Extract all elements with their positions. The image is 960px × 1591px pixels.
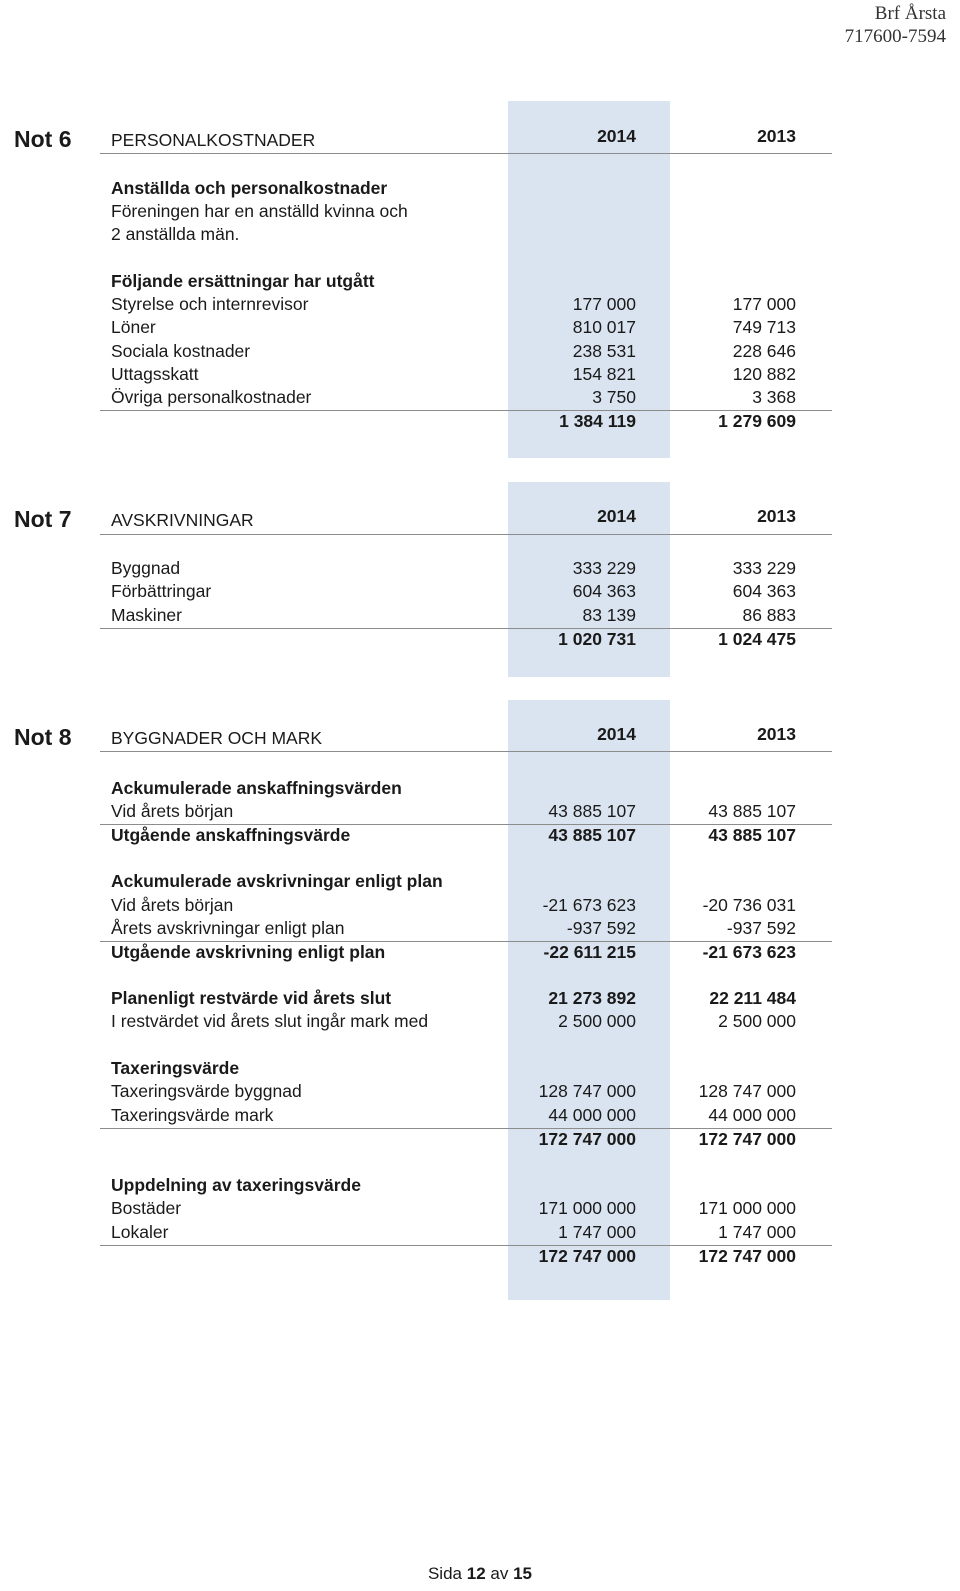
note8-split-total-row — [0, 1245, 960, 1268]
value-2013: 22 211 484 — [709, 988, 796, 1008]
value-2013: -20 736 031 — [702, 895, 796, 915]
subheading: Ackumulerade avskrivningar enligt plan — [111, 871, 443, 891]
row-label: Bostäder — [111, 1198, 182, 1218]
value-2014: 604 363 — [572, 581, 636, 601]
value-2014: 1 747 000 — [558, 1222, 636, 1242]
value-2013: 604 363 — [732, 581, 796, 601]
table-row — [0, 1010, 960, 1033]
row-label: Årets avskrivningar enligt plan — [111, 918, 345, 938]
row-label: Förbättringar — [111, 581, 212, 601]
value-2014: 83 139 — [582, 605, 636, 625]
row-label: Taxeringsvärde byggnad — [111, 1081, 302, 1101]
document-header — [845, 2, 946, 48]
value-2014: 238 531 — [572, 341, 636, 361]
footer-page-total: 15 — [513, 1564, 533, 1583]
value-2013: 1 747 000 — [718, 1222, 796, 1242]
subheading: Uppdelning av taxeringsvärde — [111, 1175, 361, 1195]
note6-label: Not 6 — [14, 126, 72, 152]
footer-mid: av — [490, 1564, 509, 1583]
row-label: Utgående avskrivning enligt plan — [111, 942, 386, 962]
value-2014: -937 592 — [566, 918, 636, 938]
note6-subheading-staff — [0, 177, 960, 200]
subheading: Följande ersättningar har utgått — [111, 271, 375, 291]
row-label: Byggnad — [111, 558, 181, 578]
table-row — [0, 580, 960, 603]
value-2014: 810 017 — [572, 317, 636, 337]
value-2014: -21 673 623 — [542, 895, 636, 915]
value-2013: 749 713 — [732, 317, 796, 337]
value-2014: -22 611 215 — [543, 942, 636, 962]
org-number: 717600-7594 — [844, 26, 946, 47]
row-label: Löner — [111, 317, 156, 337]
note7-title: AVSKRIVNINGAR — [111, 510, 254, 530]
total-2014: 172 747 000 — [538, 1129, 636, 1149]
table-row — [0, 1080, 960, 1103]
row-label: Styrelse och internrevisor — [111, 294, 309, 314]
value-2014: 171 000 000 — [538, 1198, 636, 1218]
table-row — [0, 293, 960, 316]
row-label: Taxeringsvärde mark — [111, 1105, 274, 1125]
note8-split-heading — [0, 1174, 960, 1197]
value-2013: 128 747 000 — [698, 1081, 796, 1101]
note6-year-2014: 2014 — [597, 126, 636, 146]
value-2014: 21 273 892 — [548, 988, 636, 1008]
table-row — [0, 363, 960, 386]
row-label: Övriga personalkostnader — [111, 387, 312, 407]
value-2013: 120 882 — [732, 364, 796, 384]
table-row — [0, 941, 960, 964]
total-2013: 172 747 000 — [698, 1129, 796, 1149]
value-2013: -21 673 623 — [702, 942, 796, 962]
note8-title: BYGGNADER OCH MARK — [111, 728, 322, 748]
total-2013: 172 747 000 — [698, 1246, 796, 1266]
total-2014: 1 020 731 — [558, 629, 636, 649]
row-label: Vid årets början — [111, 801, 234, 821]
total-2014: 1 384 119 — [559, 411, 636, 431]
note7-header-rule — [100, 534, 832, 535]
row-label: Utgående anskaffningsvärde — [111, 825, 351, 845]
value-2014: 177 000 — [572, 294, 636, 314]
value-2013: 171 000 000 — [698, 1198, 796, 1218]
value-2014: 43 885 107 — [548, 801, 636, 821]
text: 2 anställda män. — [111, 224, 240, 244]
value-2013: 2 500 000 — [718, 1011, 796, 1031]
table-row — [0, 917, 960, 940]
total-2013: 1 279 609 — [718, 411, 796, 431]
footer-prefix: Sida — [427, 1564, 462, 1583]
note8-tax-heading — [0, 1057, 960, 1080]
note8-acq-heading — [0, 777, 960, 800]
value-2014: 3 750 — [592, 387, 636, 407]
value-2014: 44 000 000 — [548, 1105, 636, 1125]
value-2013: 43 885 107 — [708, 825, 796, 845]
note8-dep-heading — [0, 870, 960, 893]
note8-year-2013: 2013 — [757, 724, 796, 744]
note6-total-row — [0, 410, 960, 433]
value-2013: 333 229 — [732, 558, 796, 578]
table-row — [0, 894, 960, 917]
page-footer — [0, 1564, 960, 1584]
value-2014: 128 747 000 — [538, 1081, 636, 1101]
table-row — [0, 1221, 960, 1244]
note7-label: Not 7 — [14, 506, 72, 532]
row-label: Planenligt restvärde vid årets slut — [111, 988, 392, 1008]
value-2013: -937 592 — [726, 918, 796, 938]
row-label: Lokaler — [111, 1222, 169, 1242]
text: Föreningen har en anställd kvinna och — [111, 201, 408, 221]
value-2013: 3 368 — [752, 387, 796, 407]
value-2013: 86 883 — [742, 605, 796, 625]
note6-text-line1 — [0, 200, 960, 223]
note6-header-rule — [100, 153, 832, 154]
row-label: Uttagsskatt — [111, 364, 199, 384]
table-row — [0, 604, 960, 627]
row-label: Maskiner — [111, 605, 182, 625]
note6-subheading-comp — [0, 270, 960, 293]
total-2014: 172 747 000 — [538, 1246, 636, 1266]
table-row — [0, 1197, 960, 1220]
note8-header-rule — [100, 751, 832, 752]
note8-tax-total-row — [0, 1128, 960, 1151]
row-label: Sociala kostnader — [111, 341, 251, 361]
value-2014: 43 885 107 — [548, 825, 636, 845]
table-row — [0, 987, 960, 1010]
note7-year-2014: 2014 — [597, 506, 636, 526]
total-2013: 1 024 475 — [718, 629, 796, 649]
value-2013: 177 000 — [732, 294, 796, 314]
subheading: Ackumulerade anskaffningsvärden — [111, 778, 402, 798]
value-2014: 154 821 — [572, 364, 636, 384]
row-label: Vid årets början — [111, 895, 234, 915]
value-2013: 44 000 000 — [708, 1105, 796, 1125]
value-2013: 228 646 — [732, 341, 796, 361]
table-row — [0, 340, 960, 363]
footer-page-number: 12 — [466, 1564, 486, 1583]
row-label: I restvärdet vid årets slut ingår mark med — [111, 1011, 429, 1031]
subheading: Anställda och personalkostnader — [111, 178, 388, 198]
value-2014: 333 229 — [572, 558, 636, 578]
value-2013: 43 885 107 — [708, 801, 796, 821]
table-row — [0, 386, 960, 409]
value-2014: 2 500 000 — [558, 1011, 636, 1031]
subheading: Taxeringsvärde — [111, 1058, 240, 1078]
table-row — [0, 1104, 960, 1127]
table-row — [0, 316, 960, 339]
note7-total-row — [0, 628, 960, 651]
note7-year-2013: 2013 — [757, 506, 796, 526]
table-row — [0, 557, 960, 580]
org-name: Brf Årsta — [874, 3, 946, 24]
table-row — [0, 824, 960, 847]
note6-text-line2 — [0, 223, 960, 246]
note8-year-2014: 2014 — [597, 724, 636, 744]
note8-label: Not 8 — [14, 724, 72, 750]
note6-title: PERSONALKOSTNADER — [111, 130, 316, 150]
table-row — [0, 800, 960, 823]
note6-year-2013: 2013 — [757, 126, 796, 146]
